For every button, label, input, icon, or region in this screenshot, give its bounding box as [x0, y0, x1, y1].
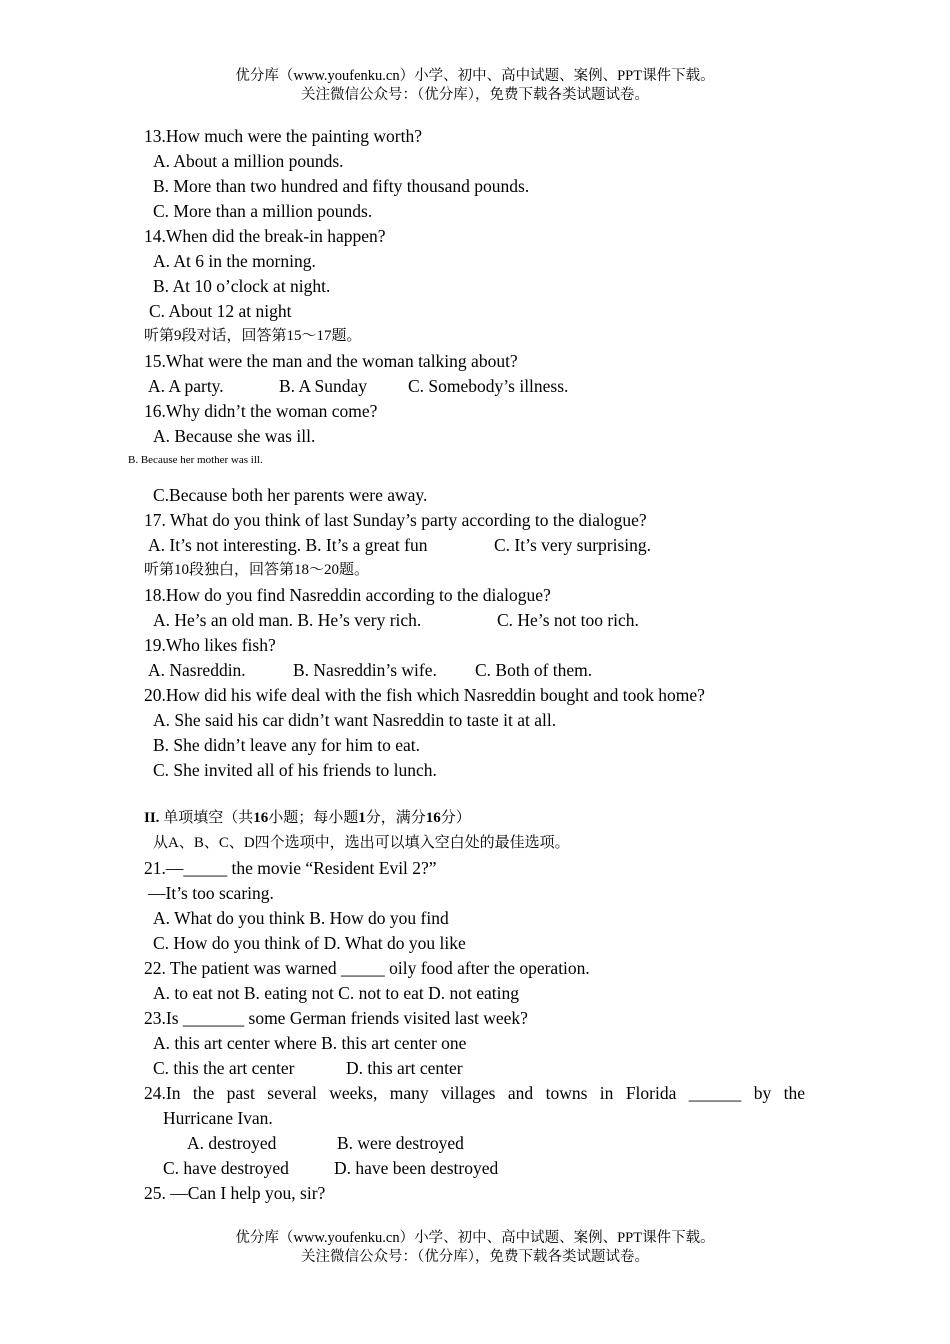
question-21-options-cd: C. How do you think of D. What do you like [153, 933, 466, 953]
question-15-option-b: B. A Sunday [279, 376, 368, 396]
question-23-option-d: D. this art center [346, 1058, 463, 1078]
question-13: 13.How much were the painting worth? [144, 126, 422, 146]
question-20-option-b: B. She didn’t leave any for him to eat. [153, 735, 420, 755]
question-24-option-d: D. have been destroyed [334, 1158, 499, 1178]
question-24-word: many [389, 1083, 429, 1103]
question-21-response: —It’s too scaring. [148, 883, 274, 903]
question-15: 15.What were the man and the woman talking about? [144, 351, 518, 371]
question-24-word: past [226, 1083, 255, 1103]
section-9-instruction: 听第9段对话，回答第15～17题。 [144, 328, 362, 344]
question-18: 18.How do you find Nasreddin according to the dialogue? [144, 585, 551, 605]
question-24-word: Florida [625, 1083, 677, 1103]
question-24 [144, 1082, 805, 1104]
question-24-option-b: B. were destroyed [337, 1133, 464, 1153]
question-24-option-c: C. have destroyed [163, 1158, 289, 1178]
question-20-option-c: C. She invited all of his friends to lunch. [153, 760, 437, 780]
header-line-2: 关注微信公众号：（优分库），免费下载各类试题试卷。 [301, 87, 649, 103]
page-header [0, 67, 950, 105]
footer-line-1: 优分库（www.youfenku.cn）小学、初中、高中试题、案例、PPT课件下载。 [235, 1230, 715, 1246]
question-17-option-c: C. It’s very surprising. [494, 535, 652, 555]
question-20: 20.How did his wife deal with the fish which Nasreddin bought and took home? [144, 685, 705, 705]
question-13-option-a: A. About a million pounds. [153, 151, 344, 171]
question-19-option-b: B. Nasreddin’s wife. [293, 660, 437, 680]
part-2-text-3: 分，满分 [365, 810, 426, 826]
question-16-option-b: B. Because her mother was ill. [128, 454, 263, 466]
footer-line-2: 关注微信公众号：（优分库），免费下载各类试题试卷。 [301, 1249, 649, 1265]
part-2-count: 16 [253, 810, 269, 826]
question-24-continuation: Hurricane Ivan. [163, 1108, 273, 1128]
question-14-option-b: B. At 10 o’clock at night. [153, 276, 331, 296]
question-24-word: and [507, 1083, 534, 1103]
part-2-text-4: 分） [440, 810, 471, 826]
question-23-option-c: C. this the art center [153, 1058, 295, 1078]
question-15-option-c: C. Somebody’s illness. [408, 376, 569, 396]
page-footer [0, 1229, 950, 1267]
part-2-instruction: 从A、B、C、D四个选项中，选出可以填入空白处的最佳选项。 [153, 835, 570, 851]
part-2-score-total: 16 [425, 810, 441, 826]
question-14: 14.When did the break-in happen? [144, 226, 386, 246]
part-2-roman: II. [144, 810, 160, 826]
question-15-option-a: A. A party. [148, 376, 224, 396]
question-22-options: A. to eat not B. eating not C. not to eat D. not eating [153, 983, 519, 1003]
question-14-option-a: A. At 6 in the morning. [153, 251, 316, 271]
question-21: 21.—_____ the movie “Resident Evil 2?” [144, 858, 437, 878]
question-19: 19.Who likes fish? [144, 635, 276, 655]
question-18-option-c: C. He’s not too rich. [497, 610, 639, 630]
question-24-word: weeks, [329, 1083, 378, 1103]
question-24-blank: ______ [688, 1083, 742, 1103]
question-17-options-ab: A. It’s not interesting. B. It’s a great fun [148, 535, 428, 555]
question-17: 17. What do you think of last Sunday’s party according to the dialogue? [144, 510, 647, 530]
question-25: 25. —Can I help you, sir? [144, 1183, 326, 1203]
question-24-word: the [192, 1083, 215, 1103]
part-2-text-1: 单项填空（共 [159, 810, 254, 826]
question-14-option-c: C. About 12 at night [149, 301, 292, 321]
question-22: 22. The patient was warned _____ oily food after the operation. [144, 958, 590, 978]
question-24-word: towns [545, 1083, 588, 1103]
question-24-word: by [753, 1083, 772, 1103]
question-23: 23.Is _______ some German friends visited last week? [144, 1008, 528, 1028]
question-24-word: 24.In [144, 1083, 181, 1103]
question-24-word: the [783, 1083, 805, 1103]
question-16: 16.Why didn’t the woman come? [144, 401, 378, 421]
question-24-word: villages [441, 1083, 496, 1103]
question-24-option-a: A. destroyed [187, 1133, 277, 1153]
question-23-options-ab: A. this art center where B. this art center one [153, 1033, 467, 1053]
question-24-word: several [267, 1083, 317, 1103]
part-2-score-each: 1 [358, 810, 366, 826]
question-20-option-a: A. She said his car didn’t want Nasreddin to taste it at all. [153, 710, 557, 730]
part-2-heading [144, 807, 471, 829]
section-10-instruction: 听第10段独白，回答第18～20题。 [144, 562, 370, 578]
question-13-option-c: C. More than a million pounds. [153, 201, 373, 221]
header-line-1: 优分库（www.youfenku.cn）小学、初中、高中试题、案例、PPT课件下载。 [235, 68, 715, 84]
question-21-options-ab: A. What do you think B. How do you find [153, 908, 449, 928]
question-19-option-c: C. Both of them. [475, 660, 593, 680]
question-16-option-a: A. Because she was ill. [153, 426, 316, 446]
part-2-text-2: 小题；每小题 [268, 810, 359, 826]
question-18-options-ab: A. He’s an old man. B. He’s very rich. [153, 610, 422, 630]
question-13-option-b: B. More than two hundred and fifty thousand pounds. [153, 176, 530, 196]
question-24-word: in [599, 1083, 614, 1103]
question-19-option-a: A. Nasreddin. [148, 660, 246, 680]
question-16-option-c: C.Because both her parents were away. [153, 485, 428, 505]
